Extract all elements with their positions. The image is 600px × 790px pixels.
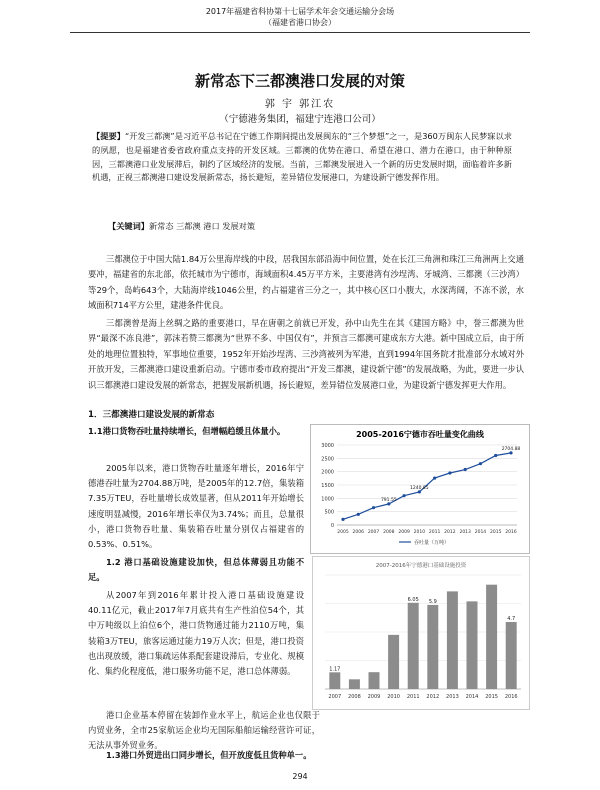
subsection-1-2-text-2: 港口企业基本停留在装卸作业水平上，航运企业也仅限于内贸业务，全市25家航运企业均无国际船舶运输经营许可证，无法从事外贸业务。 [88,710,320,751]
chart1-xtick-label: 2011 [428,530,441,535]
chart1-point [479,462,482,465]
keywords-label: 【关键词】 [108,221,149,231]
chart2-bar [427,605,438,689]
subsection-1-2-text: 从2007年到2016年累计投入港口基础设施建设40.11亿元，截止2017年7月底共有生产性泊位54个，其中万吨级以上泊位6个，港口货物通过能力2110万吨，集装箱3万TEU，旅客运通过能力19万人次；但是，港口投资也出现放缓，港口集疏运体系配套建设滞后，专业化、规模化、集约化程度低，港口服务功能不足，港口总体薄弱。 [88,590,304,677]
chart2-xtick-label: 2014 [465,694,479,700]
chart1-xtick-label: 2015 [490,530,502,535]
body-paragraph-2: 三都澳曾是海上丝绸之路的重要港口，早在唐朝之前就已开发，孙中山先生在其《建国方略》中，誉三都澳为世界“最深不冻良港”，郭沫若赞三都澳为“世界不多、中国仅有”，并预言三都澳可建成东方大港。新中国成立后，由于所处的地理位置独特，军事地位重要，1952年开始沙埕湾、三沙湾被列为军港，直到1994年国务院才批准部分水域对外开放开发，三都澳港口建设重新启动。宁德市委市政府提出“开发三都澳，建设新宁德”的发展战略，为此，要进一步认识三都澳港口建设发展的新常态，把握发展新机遇，扬长避短，差异错位发展港口业，为建设新宁德发挥更大作用。 [88,318,524,390]
chart1-ytick-label: 3000 [321,443,334,449]
chart1-ytick-label: 2500 [321,456,334,463]
chart1-ytick-label: 500 [324,509,334,516]
chart1-xtick-label: 2007 [367,530,380,535]
chart1-ytick-label: 2000 [321,469,334,476]
investment-bar-chart-svg [313,557,529,709]
section-1-heading: 1．三都澳港口建设发展的新常态 [88,410,215,420]
header-line-2: （福建省港口协会） [264,18,336,27]
chart1-ytick-label: 0 [330,523,334,529]
chart2-bar [388,635,399,689]
chart2-xtick-label: 2008 [348,694,361,700]
chart1-xtick-label: 2012 [444,530,456,535]
chart2-xtick-label: 2015 [485,694,498,700]
chart2-bar [329,672,340,689]
keywords-text: 新常态 三都澳 港口 发展对策 [148,221,256,231]
chart2-bar [467,601,478,689]
chart1-xtick-label: 2005 [337,530,349,535]
page-number: 294 [292,772,308,781]
chart1-title: 2005-2016宁德市吞吐量变化曲线 [356,430,484,439]
chart2-bar [447,591,458,689]
paper-affiliation: （宁德港务集团，福建宁连港口公司） [219,114,381,125]
abstract-text: “开发三都澳”是习近平总书记在宁德工作期间提出发展闽东的“三个梦想”之一，是360万闽东人民梦寐以求的夙愿，也是福建省委省政府重点支持的开发区域。三都澳的优势在港口、希望在港口、潜力在港口，由于种种原因，三都澳港口业发展滞后，制约了区域经济的发展。当前，三都澳发展进入一个新的历史发展时期，面临着许多新机遇，正视三都澳港口建设发展新常态，扬长避短，差异错位发展港口，为建设新宁德发挥作用。 [92,131,512,183]
abstract-label: 【提要】 [92,131,125,141]
chart1-data-label: 2704.88 [501,446,521,452]
paper-authors: 郭 宇 郭江农 [264,99,336,110]
throughput-line-chart-svg [311,425,529,553]
chart1-point [402,494,405,497]
chart2-bar [408,603,419,689]
chart1-xtick-label: 2014 [474,530,487,535]
chart1-data-label: 1240.85 [410,485,429,491]
chart2-bar [349,679,360,689]
chart2-title: 2007-2016年宁德港口基础设施投资 [375,563,467,569]
chart1-point [372,506,375,509]
chart1-xtick-label: 2009 [398,530,410,535]
investment-bar-chart [312,556,530,710]
chart1-xtick-label: 2016 [505,530,517,535]
chart2-xtick-label: 2007 [328,694,342,700]
paper-title: 新常态下三都澳港口发展的对策 [194,72,405,90]
chart1-point [464,468,467,471]
chart2-xtick-label: 2009 [367,694,381,700]
header-divider [70,32,530,33]
chart2-bar [506,622,517,689]
chart2-bar [486,585,497,689]
abstract [92,130,512,185]
chart1-point [433,476,436,479]
chart2-bar [369,672,380,689]
chart2-xtick-label: 2013 [446,694,459,700]
chart2-xtick-label: 2010 [387,694,400,700]
chart1-ytick-label: 1000 [321,496,334,503]
chart2-data-label: 5.9 [428,598,437,605]
subsection-1-1-text: 2005年以来，港口货物吞吐量逐年增长，2016年宁德港吞吐量为2704.88万吨，是2005年的12.7倍，集装箱7.35万TEU，吞吐量增长成效显著，但从2011年开始增长速度明显减慢，2016年增长率仅为3.74%；而且，总量很小，港口货物吞吐量、集装箱吞吐量分别仅占福建省的0.53%、0.51%。 [88,463,304,550]
chart1-xtick-label: 2013 [459,530,471,535]
subsection-1-2-heading: 1.2 港口基础设施建设加快，但总体薄弱且功能不足。 [88,557,304,583]
chart1-point [448,471,451,474]
chart1-point [494,454,497,457]
chart1-xtick-label: 2010 [413,530,426,535]
chart1-xtick-label: 2006 [352,530,364,535]
throughput-line-chart [310,424,530,554]
chart2-data-label: 4.7 [507,616,516,623]
chart1-xtick-label: 2008 [383,530,395,535]
chart2-xtick-label: 2016 [504,694,518,700]
subsection-1-1-heading: 1.1港口货物吞吐量持续增长，但增幅趋缓且体量小。 [88,426,286,436]
chart1-ytick-label: 1500 [321,483,334,489]
header-line-1: 2017年福建省科协第十七届学术年会交通运输分会场 [205,7,395,16]
chart2-xtick-label: 2012 [426,694,440,700]
chart1-data-label: 791.55 [380,497,397,503]
body-paragraph-1: 三都澳位于中国大陆1.84万公里海岸线的中段，居我国东部沿海中间位置，处在长江三角洲和珠江三角洲两上交通要冲，福建省的东北部，依托城市为宁德市，海域面积4.45万平方米，主要港湾有沙埕湾、牙城湾、三都澳（三沙湾）等29个，岛屿643个，大陆海岸线1046公里，约占福建省三分之一，其中核心区口小腹大，水深湾阔，不冻不淤，水域面积714平方公里，建港条件优良。 [88,254,524,311]
chart2-data-label: 1.17 [329,666,341,673]
subsection-1-3-heading: 1.3港口外贸进出口同步增长，但开放度低且货种单一。 [106,750,312,760]
chart1-legend-label: 吞吐量（万吨） [414,540,450,546]
chart2-xtick-label: 2011 [406,694,420,700]
chart1-point [341,518,344,521]
chart1-point [357,513,360,516]
running-header [0,6,600,28]
chart2-data-label: 6.05 [407,596,419,603]
keywords [108,221,508,232]
